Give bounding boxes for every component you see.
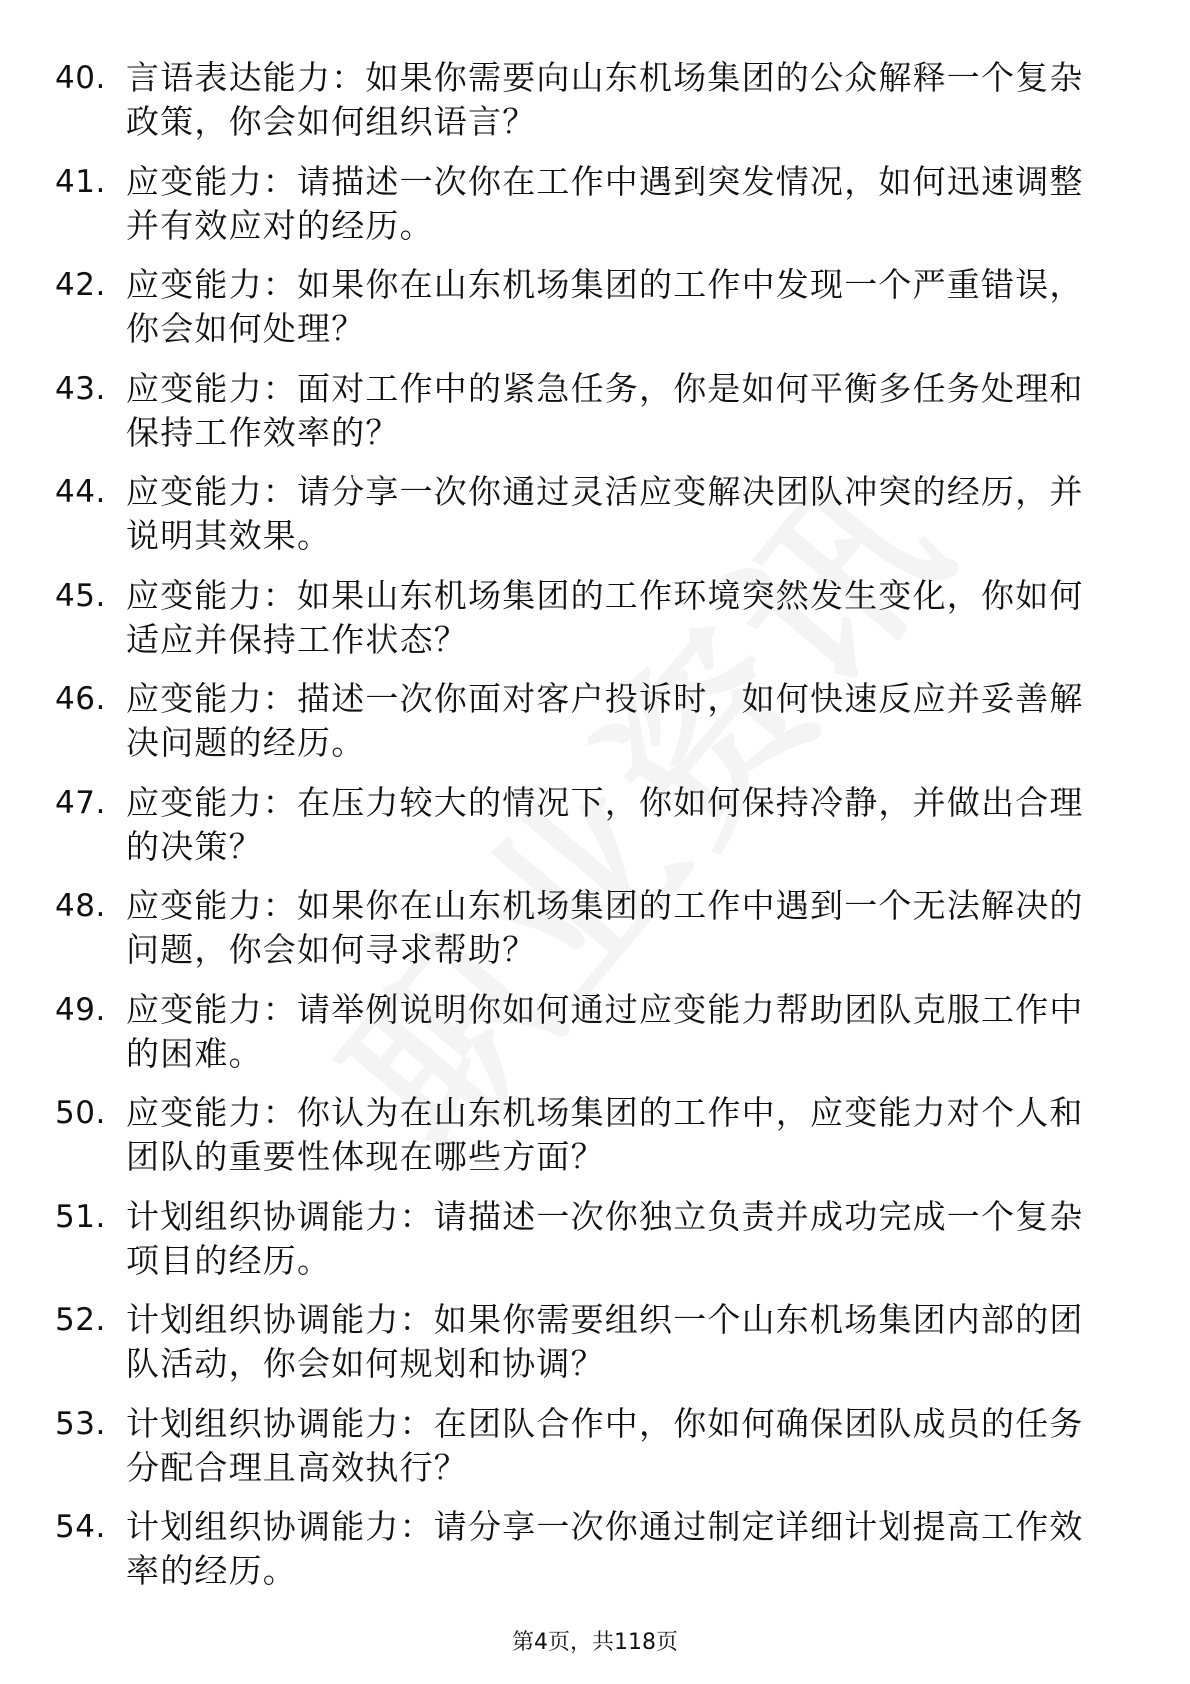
question-text: 应变能力：描述一次你面对客户投诉时，如何快速反应并妥善解决问题的经历。 <box>126 679 1084 762</box>
question-number: 41. <box>55 163 106 200</box>
question-text: 应变能力：如果山东机场集团的工作环境突然发生变化，你如何适应并保持工作状态？ <box>126 575 1084 659</box>
question-number: 51. <box>55 1198 106 1235</box>
question-number: 43. <box>55 370 106 407</box>
question-text: 计划组织协调能力：请分享一次你通过制定详细计划提高工作效率的经历。 <box>126 1507 1084 1590</box>
question-number: 42. <box>55 267 106 303</box>
question-text: 计划组织协调能力：请描述一次你独立负责并成功完成一个复杂项目的经历。 <box>126 1196 1084 1280</box>
question-text: 应变能力：如果你在山东机场集团的工作中发现一个严重错误，你会如何处理？ <box>126 265 1084 348</box>
question-text: 应变能力：请分享一次你通过灵活应变解决团队冲突的经历，并说明其效果。 <box>126 472 1084 555</box>
question-number: 50. <box>55 1095 106 1131</box>
question-number: 54. <box>55 1509 106 1545</box>
question-item <box>0 255 1190 359</box>
question-text: 应变能力：如果你在山东机场集团的工作中遇到一个无法解决的问题，你会如何寻求帮助？ <box>126 886 1084 969</box>
question-item <box>0 980 1190 1084</box>
question-number: 44. <box>55 474 106 510</box>
question-text: 计划组织协调能力：在团队合作中，你如何确保团队成员的任务分配合理且高效执行？ <box>126 1403 1084 1487</box>
question-item <box>0 773 1190 877</box>
question-number: 47. <box>55 784 106 821</box>
page-footer: 第4页，共118页 <box>512 1630 678 1655</box>
question-number: 52. <box>55 1302 106 1338</box>
question-number: 40. <box>55 60 106 96</box>
question-number: 48. <box>55 888 106 924</box>
question-text: 应变能力：请举例说明你如何通过应变能力帮助团队克服工作中的困难。 <box>126 989 1084 1073</box>
question-item <box>0 566 1190 670</box>
question-number: 45. <box>55 577 106 614</box>
question-text: 应变能力：面对工作中的紧急任务，你是如何平衡多任务处理和保持工作效率的？ <box>126 368 1084 452</box>
question-text: 应变能力：你认为在山东机场集团的工作中，应变能力对个人和团队的重要性体现在哪些方面？ <box>126 1093 1084 1176</box>
question-item <box>0 1187 1190 1291</box>
question-item <box>0 48 1190 152</box>
question-item <box>0 1497 1190 1601</box>
question-item <box>0 669 1190 773</box>
question-item <box>0 1083 1190 1187</box>
question-text: 计划组织协调能力：如果你需要组织一个山东机场集团内部的团队活动，你会如何规划和协调？ <box>126 1300 1084 1383</box>
question-item <box>0 359 1190 463</box>
question-text: 应变能力：在压力较大的情况下，你如何保持冷静，并做出合理的决策？ <box>126 782 1084 866</box>
question-list <box>0 48 1190 1601</box>
question-number: 49. <box>55 991 106 1028</box>
question-item <box>0 1394 1190 1498</box>
question-item <box>0 462 1190 566</box>
question-text: 应变能力：请描述一次你在工作中遇到突发情况，如何迅速调整并有效应对的经历。 <box>126 161 1084 245</box>
question-number: 46. <box>55 681 106 717</box>
question-item <box>0 876 1190 980</box>
question-item <box>0 1290 1190 1394</box>
question-number: 53. <box>55 1405 106 1442</box>
question-text: 言语表达能力：如果你需要向山东机场集团的公众解释一个复杂政策，你会如何组织语言？ <box>126 58 1084 141</box>
question-item <box>0 152 1190 256</box>
